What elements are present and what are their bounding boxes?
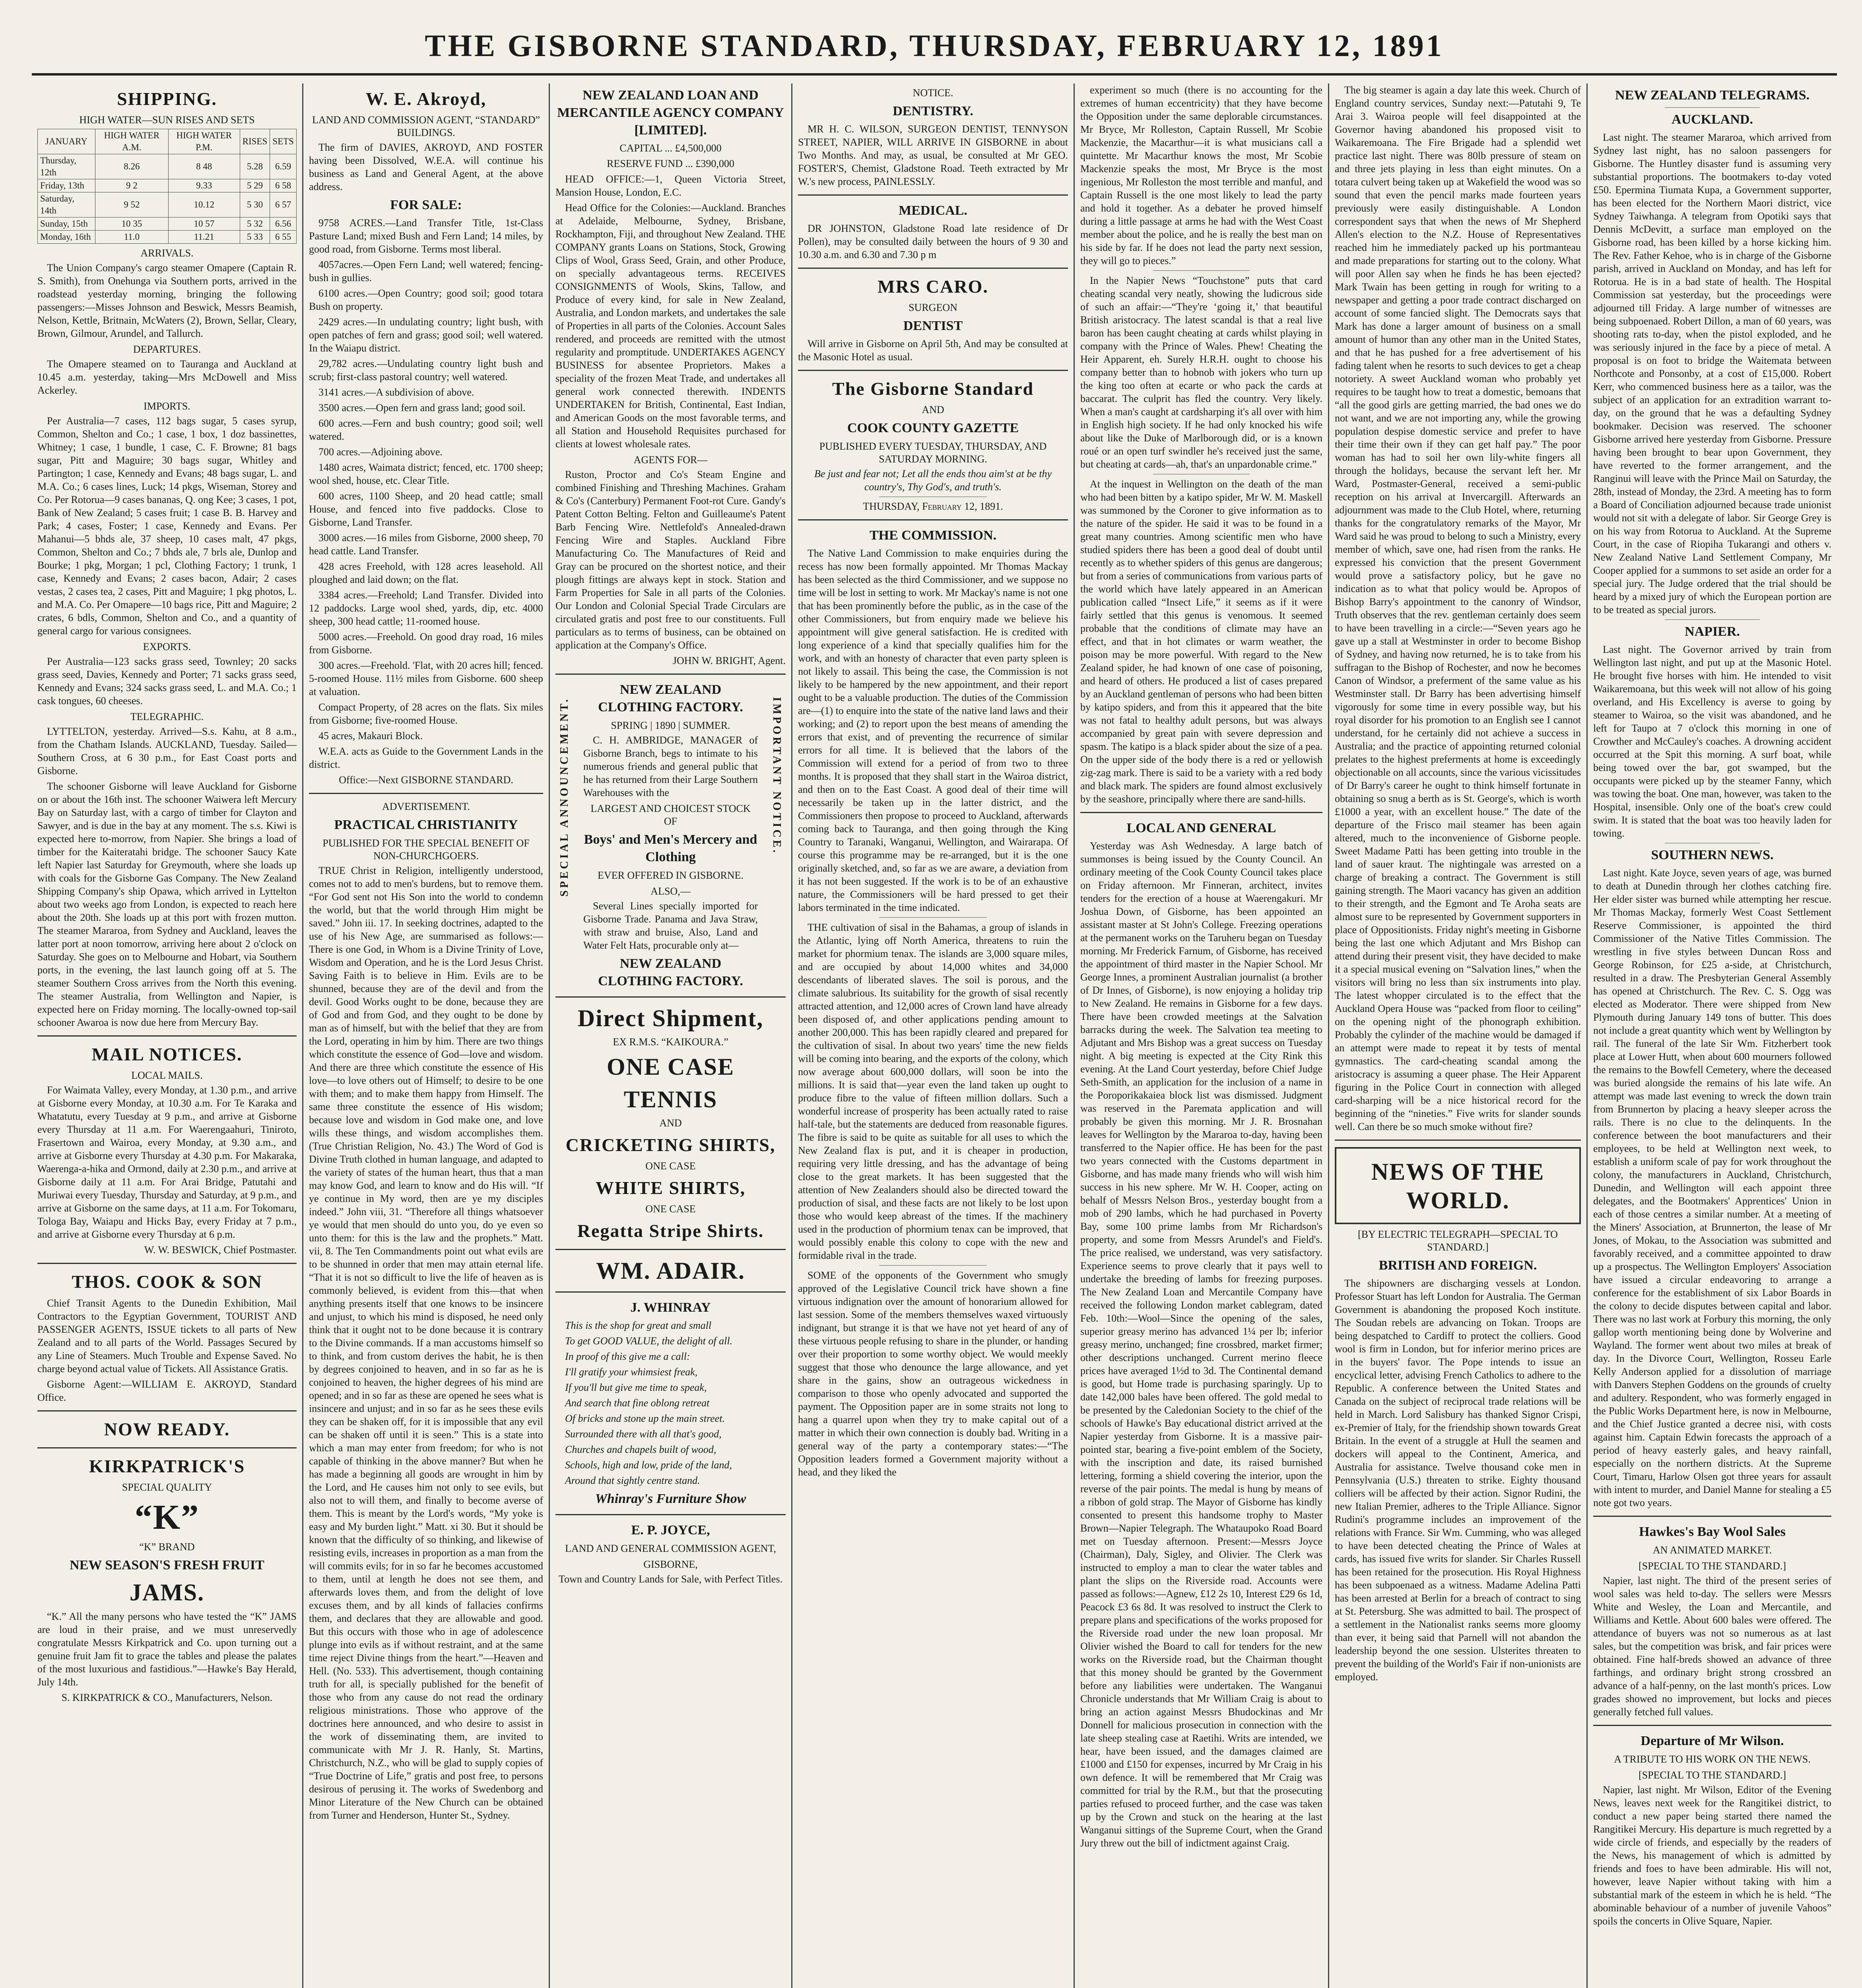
clothing-season: SPRING | 1890 | SUMMER. [611,720,730,731]
sale-item: Compact Property, of 28 acres on the flats. Six miles from Gisborne; five-roomed House. [309,701,543,726]
exports-text: Per Australia—123 sacks grass seed, Townley; 20 sacks grass seed, Davies, Kennedy and Porter; 71 sacks grass seed, Kennedy and Evans; 324 sacks grass seed, L. and M.A. Co.; 1 cask tongues, 60 cheeses. [37,656,297,707]
divider [309,793,543,794]
adair-heading: WM. ADAIR. [596,1258,745,1284]
direct-shipment-ex: EX R.M.S. “KAIKOURA.” [613,1036,728,1048]
tide-header: HIGH WATER A.M. [95,129,168,154]
tide-cell: Saturday, 14th [38,192,95,217]
imports-heading: IMPORTS. [144,400,190,412]
divider [1335,1140,1581,1141]
tide-cell: 11.21 [168,231,240,244]
tide-cell: 9 52 [95,192,168,217]
wilson-departure-subheading: A TRIBUTE TO HIS WORK ON THE NEWS. [1614,1753,1811,1765]
tide-row [38,217,297,231]
telegraphic-heading: TELEGRAPHIC. [130,711,204,722]
wool-sales-text: Napier, last night. The third of the present series of wool sales was held to-day. The sellers were Messrs White and Wesley, the Loan and Mercantile, and Williams and Kettle. About 600 bales were offered. The attendance of buyers was not so numerous as at last sales, but the competition was brisk, and fair prices were obtained. Fine half-breds showed an advance of three farthings, and ordinary bright strong crossbred an advance of a half-penny, on the last month's prices. Low grades showed no improvement, but locks and pieces generally fetched full values. [1593,1575,1831,1718]
sale-item: 9758 ACRES.—Land Transfer Title, 1st-Class Pasture Land; mixed Bush and Fern Land; 14 miles, by good road, from Gisborne. Terms most liberal. [309,217,543,255]
tide-row [38,192,297,217]
caro-heading: MRS CARO. [878,276,988,297]
medical-heading: MEDICAL. [899,203,967,218]
divider [555,1249,786,1250]
nzlm-head-office: HEAD OFFICE:—1, Queen Victoria Street, Mansion House, London, E.C. [555,173,786,198]
tide-cell: 5 29 [240,179,270,192]
divider [1153,270,1250,271]
clothing-also-text: Several Lines specially imported for Gisborne Trade. Panama and Java Straw, with straw and bruise, Also, Land and Water Felt Hats, procurable only at— [583,900,758,951]
clothing-largest: LARGEST AND CHOICEST STOCK OF [590,803,751,827]
cricketing-heading: CRICKETING SHIRTS, [565,1135,776,1155]
now-ready-heading: NOW READY. [104,1419,230,1439]
nzlm-agents-heading: AGENTS FOR— [633,454,708,466]
divider [555,674,786,675]
sale-item: 700 acres.—Adjoining above. [318,446,443,458]
caro-text: Will arrive in Gisborne on April 5th, And may be consulted at the Masonic Hotel as usual. [798,338,1068,363]
cook-heading: THOS. COOK & SON [72,1272,262,1292]
white-shirts-heading: WHITE SHIRTS, [595,1178,746,1198]
sale-item: 45 acres, Makauri Block. [318,730,423,742]
nz-telegrams-heading: NEW ZEALAND TELEGRAMS. [1615,88,1810,103]
divider [798,519,1068,520]
whinray-heading: J. WHINRAY [630,1300,711,1315]
news-of-world-subheading: [BY ELECTRIC TELEGRAPH—SPECIAL TO STANDARD.] [1358,1229,1558,1253]
sale-item: 600 acres, 1100 Sheep, and 20 head cattle; small House, and fenced into five paddocks. Close to Gisborne, Land Transfer. [309,490,543,528]
advertisement-label: ADVERTISEMENT. [382,801,470,812]
important-notice-vertical: IMPORTANT NOTICE. [771,697,783,855]
nzlm-signature: JOHN W. BRIGHT, Agent. [672,655,786,666]
whinray-line: If you'll but give me time to speak, [565,1382,707,1393]
nzlm-text: Head Office for the Colonies:—Auckland. Branches at Adelaide, Melbourne, Sydney, Brisbane, Rockhampton, Fiji, and throughout New Zealand. THE COMPANY grants Loans on Stations, Stock, Growing Clips of Wool, Grass Seed, Grain, and other Produce, on specially advantageous terms. RECEIVES CONSIGNMENTS of Wools, Skins, Tallow, and Produce of every kind, for sale in New Zealand, Australia, and London markets, and undertakes the sale of Properties in all parts of the Colonies. Account Sales rendered, and proceeds are remitted with the utmost regularity and promptitude. UNDERTAKES AGENCY BUSINESS for absentee Proprietors. Makes a speciality of the frozen Meat Trade, and undertakes all general work connected therewith. INDENTS UNDERTAKEN for British, Continental, East Indian, and American Goods on the most favorable terms, and all Station and Household Requisites purchased for clients at lowest wholesale rates. [555,202,786,450]
arrivals-text: The Union Company's cargo steamer Omapere (Captain R. S. Smith), from Onehunga via Southern ports, arrived in the roadstead yesterday morning, bringing the following passengers:—Misses Johnson and Beswick, Messrs Beamish, Nelson, Kettle, Britnain, McWaters (2), Brown, Sellar, Cleary, Brown, Gilmour, Arundel, and Tallurch. [37,262,297,339]
direct-shipment-heading: Direct Shipment, [577,1005,764,1031]
regatta-heading: Regatta Stripe Shirts. [577,1221,764,1241]
napier-text: Last night. The Governor arrived by train from Wellington last night, and put up at the Masonic Hotel. He brought five horses with him. He intended to visit Waikaremoana, but this week will not allow of his going overland, and His Excellency is averse to going by steamer to Wairoa, so the visit was abandoned, and he left for Taupo at 7 o'clock this morning in one of Crowther and McCauley's coaches. A drowning accident occurred at the Spit this morning. A surf boat, while being towed over the bar, got swamped, but the occupants were picked up by the steamer Fanny, which was towing the boat. One man, however, was taken to the Hospital, insensible. Only one of the boat's crew could swim. It is stated that the boat was too heavily laden for towing. [1593,644,1831,839]
tennis-heading: TENNIS [623,1086,718,1112]
british-foreign-heading: BRITISH AND FOREIGN. [1379,1258,1537,1273]
sale-item: 1480 acres, Waimata district; fenced, etc. 1700 sheep; wool shed, house, etc. Clear Title. [309,462,543,486]
tide-cell: Sunday, 15th [38,217,95,231]
local-general-continued-text: The big steamer is again a day late this week. Church of England country services, Sunday next:—Patutahi 9, Te Arai 3. Wairoa people will feel disappointed at the Governor having abandoned his proposed visit to Waikaremoana. The Fire Brigade had a splendid wet practice last night. There was 80lb pressure of steam on and three jets playing in less than eight minutes. On a totara culvert being taken up at Wakefield the wood was so sound that even the pencil marks made fourteen years previously were easily distinguishable. A London correspondent says that when the news of Mr Shepherd Allen's election to the N.Z. House of Representatives reached him he immediately packed up his portmanteau and made preparations for starting out to the colony. What will poor Allen say when he finds he has been ejected? Mark Twain has been getting in rough for writing to a newspaper and getting a poor trade contract discharged on account of some fancied slight. The Democrats says that Mark has done a larger amount of business on a small amount of humor than any other man in the United States, and that he has pushed for a free advertisement of his fading talent when he resorts to such devices to get a cheap notoriety. A sweet Auckland woman who probably yet requires to be taught how to treat a domestic, bemoans that “all the good girls are getting married, the bad ones we do not want, and we are not importing any, while the growing population despise domestic service and prefer to have their time their own if they can get half pay.” The poor woman has had to soil her own lily-white fingers all through the holidays, because the servant left her. Mr Ward, Postmaster-General, received a semi-public reception on his arrival at Invercargill. Afterwards an adjournment was made to the Club Hotel, where, returning thanks for the congratulatory remarks of the Mayor, Mr Ward said he was proud to belong to such a Ministry, every member of which, save one, had risen from the ranks. He expressed his conviction that the present Government would prove a satisfactory policy, but he gave no indication as to what that policy would be. Apropos of Bishop Barry's appointment to the canonry of Windsor, Truth observes that the rev. gentleman certainly does seem to have been travelling in a circle:—“Seven years ago he gave up a stall at Westminster in order to become Bishop of Sydney, and having now returned, he is to take from his suffragan to the Bishop of Rochester, and now he becomes Canon of Windsor, a preferment of the same value as his Westminster stall. Dr Barry has been advertising himself vigorously for some time in every possible way, but his royal disorder for his promotion to an English see I cannot understand, for he certainly did not achieve a success in Australia; and the practice of appointing returned colonial prelates to the highest preferments at home is exceedingly objectionable on all accounts, since the various vicissitudes of Dr Barry's career he ought to think himself fortunate in obtaining so snug a berth as is St. George's, which is worth £1000 a year, with an excellent house.” The date of the departure of the Frisco mail steamer has been again altered, much to the inconvenience of Gisborne people. Sweet Madame Patti has been getting into trouble in the land of sauer kraut. The nightingale was arrested on a charge of breaking a contract. The Government is still gaining strength. The Maori vacancy has given an addition to their strength, and the Egmont and Te Aroha seats are almost sure to be represented by Government supporters in place of Oppositionists. Friday night's meeting in Gisborne being the last one which Adjutant and Mrs Bishop can attend during their present visit, they have decided to make it a special musical evening on “Salvation lines,” when the visitors will bring no less than six instruments into play. The latest whopper circulated is to the effect that the Auckland Opera House was “packed from floor to ceiling” on the opening night of the phonograph exhibition. Probably the cylinder of the machine would be damaged if an attempt were made to repeat it by tests of mental gymnastics. The card-cheating scandal among the aristocracy is assuming a queer phase. The Heir Apparent figuring in the Police Court in connection with alleged card-sharping will be a nice historical record for the beginning of the “nineties.” Five writs for slander sounds well. Can there be so much smoke without fire? [1335,84,1581,1132]
tide-cell: 10 57 [168,217,240,231]
clothing-factory-heading: NEW ZEALAND CLOTHING FACTORY. [598,682,743,714]
kirkpatrick-new-season: NEW SEASON'S FRESH FRUIT [70,1558,264,1573]
tide-cell: 5 30 [240,192,270,217]
akroyd-heading: W. E. Akroyd, [365,89,487,109]
whinray-line: Schools, high and low, pride of the land, [565,1459,732,1471]
johnston-text: DR JOHNSTON, Gladstone Road late residence of Dr Pollen), may be consulted daily between the hours of 9 30 and 10.30 a.m. and 6.30 and 7.30 p m [798,223,1068,260]
nzlm-reserve: RESERVE FUND ... £390,000 [607,158,734,169]
departures-text: The Omapere steamed on to Tauranga and Auckland at 10.45 a.m. yesterday, taking—Mrs McDowell and Miss Ackerley. [37,358,297,396]
notice-heading: NOTICE. [913,87,953,99]
cook-text: Chief Transit Agents to the Dunedin Exhibition, Mail Contractors to the Egyptian Government, TOURIST AND PASSENGER AGENTS, ISSUE tickets to all parts of New Zealand and to all parts of the World. Passages Secured by any Line of Steamers. Much Trouble and Expense Saved. No charge beyond actual value of Tickets. All Assistance Gratis. [37,1297,297,1375]
column-4 [791,83,1074,1988]
tide-table [37,129,297,244]
tide-heading: HIGH WATER—SUN RISES AND SETS [79,114,255,126]
whinray-line: And search that fine oblong retreat [565,1397,710,1409]
standard-and: AND [922,404,944,415]
sale-note: W.E.A. acts as Guide to the Government Lands in the district. [309,746,543,770]
sale-item: 300 acres.—Freehold. 'Flat, with 20 acres hill; fenced. 5-roomed House. 11½ miles from Gisborne. 600 sheep at valuation. [309,660,543,697]
whinray-line: I'll gratify your whimsiest freak, [565,1366,698,1378]
divider [879,917,987,918]
tide-cell: Thursday, 12th [38,154,95,179]
sale-item: 3384 acres.—Freehold; Land Transfer. Divided into 12 paddocks. Large wool shed, yards, dip, etc. 4000 sheep, 300 head cattle; 11-roomed house. [309,589,543,627]
mail-subheading: LOCAL MAILS. [131,1070,203,1081]
southern-news-text: Last night. Kate Joyce, seven years of age, was burned to death at Dunedin through her clothes catching fire. Her elder sister was burned while attempting her rescue. Mr Thomas Mackay, formerly West Coast Settlement Reserve Commissioner, is appointed the third Commissioner of the Native Titles Commission. The wrestling in five styles between Duncan Ross and George Robinson, for £25 a-side, at Christchurch, resulted in a draw. The Presbyterian General Assembly has opened at Christchurch. The Rev. C. S. Ogg was elected as Moderator. There were shipped from New Plymouth during January 149 tons of butter. This does not include a great quantity which went by Wellington by rail. The funeral of the late Sir Wm. Fitzherbert took place at Lower Hutt, when about 600 mourners followed the remains to the Bowfell Cemetery, where the deceased was buried alongside the remains of his late wife. An attempt was made last evening to wreck the down train from Brunnerton by placing a heavy sleeper across the rails. There is no clue to the delinquents. In the conference between the boot manufacturers and their employees, to be held at Wellington next week, to establish a uniform scale of pay for work throughout the colony, the manufacturers in Auckland, Christchurch, Dunedin, and Wellington will each appoint three delegates, and the Bootmakers' Apprentices' Union in each of those centres a similar number. At a meeting of the Miners' Association, at Brunnerton, the lease of Mr Jones, of Mokau, to the Association was submitted and favorably received, and a committee appointed to draw up a prospectus. The Wellington Employers' Association have issued a circular endeavoring to arrange a conference for the establishment of six Labor Boards in the colony to decide disputes between capital and labor. There was no last work at Forbury this morning, the only gallop worth mentioning being done by Wolverine and Wayland. The former went about two miles at break of day. In the Divorce Court, Wellington, Rosseu Earle Kelly Anderson applied for a dissolution of marriage with Danvers Stephen Goddens on the grounds of cruelty and adultery. Respondent, who was formerly engaged in the Public Works Department here, is now in Melbourne, and the Chief Justice granted a decree nisi, with costs against him. Captain Edwin forecasts the approach of a period of heavy easterly gales, and heavy rainfall, especially on the northern districts. At the Supreme Court, Timaru, Harlow Olsen got three years for assault with intent to murder, and Daniel Manne for stealing a £5 note got two years. [1593,867,1831,1508]
kirkpatrick-heading: KIRKPATRICK'S [89,1456,245,1476]
tide-cell: 8 48 [168,154,240,179]
tide-cell: 6 58 [270,179,297,192]
column-3 [549,83,791,1988]
sale-item: 4057acres.—Open Fern Land; well watered; fencing-bush in gullies. [309,259,543,283]
whinray-line: Around that sightly centre stand. [565,1475,700,1486]
opposition-continued-text: experiment so much (there is no accounting for the extremes of human eccentricity) that they have become the Opposition under the same deplorable circumstances. Mr Bryce, Mr Rolleston, Captain Russell, Mr Scobie Mackenzie, the Macarthur—it is what musicians call a quintette. Mr Macarthur knows the most, Mr Scobie Mackenzie speaks the most, Mr Bryce is the most ingenious, Mr Rolleston the most terrible and manful, and Captain Russell is the one most likely to lead the party and hold it together. As a debater he proved himself during a little passage at arms he had with the West Coast member about the police, and he is really the best man on his side by far. If he does not lead the party next session, they will go to pieces.” [1080,84,1322,266]
masthead: THE GISBORNE STANDARD, THURSDAY, FEBRUARY 12, 1891 [32,16,1837,76]
clothing-factory-ad [555,681,786,990]
nzlm-capital: CAPITAL ... £4,500,000 [619,142,722,154]
divider [555,996,786,998]
inquest-text: At the inquest in Wellington on the death of the man who had been bitten by a katipo spider, Mr W. M. Maskell was summoned by the Coroner to give information as to the nature of the spider. He said it was to be found in a great many countries. Among scientific men who have studied spiders there has been a good deal of doubt until recently as to whether spiders of this genus are dangerous; but from a series of communications from various parts of the world which have lately appeared in an American publication called “Insect Life,” it seems as if it were fairly settled that this genus is venomous. It seemed probable that the conditions of climate may have an effect, and that in hot climates or warm weather, the poison may be more powerful. With regard to the New Zealand spider, he had known of one case of poisoning, and heard of others. He produced a list of cases prepared by an Auckland gentleman of persons who had been bitten by katipo spiders, and from this it appeared that the bite was not fatal to healthy adult persons, but was always accompanied by great pain with severe depression and spasm. The katipo is a black spider about the size of a pea. On the upper side of the body there is a red or yellowish zig-zag mark. There is said to be a variety with a red body and black mark. The spiders are found almost exclusively by the seashore, principally where there are sand-hills. [1080,478,1322,805]
tide-row [38,231,297,244]
sale-item: 428 acres Freehold, with 128 acres leasehold. All ploughed and laid down; on the flat. [309,561,543,585]
mail-signature: W. W. BESWICK, Chief Postmaster. [144,1244,297,1256]
sale-item: 29,782 acres.—Undulating country light bush and scrub; first-class pastoral country; well watered. [309,358,543,382]
caro-dentist: DENTIST [903,318,963,333]
whinray-line: To get GOOD VALUE, the delight of all. [565,1335,733,1347]
joyce-footer: Town and Country Lands for Sale, with Perfect Titles. [559,1573,782,1585]
standard-gazette: COOK COUNTY GAZETTE [847,421,1019,435]
divider [879,1265,987,1266]
tide-header: SETS [270,129,297,154]
tide-cell: 8.26 [95,154,168,179]
tide-row [38,154,297,179]
divider [1593,1516,1831,1517]
divider [1665,107,1760,108]
commission-text: The Native Land Commission to make enquiries during the recess has now been formally appointed. Mr Thomas Mackay has been selected as the third Commissioner, and we suppose no time will be lost in setting to work. Mr Mackay's name is not one that has been prominently before the public, as in the case of the other Commissioners, but from enquiry made we believe his appointment will give general satisfaction. He is credited with long experience of a kind that specially qualifies him for the work, and with an honesty of character that even party spleen is not likely to assail. This being the case, the Commission is not likely to be hampered by the new appointment, and their report ought to be a valuable production. The duties of the Commission are—(1) to enquire into the state of the native land laws and their working; and (2) to report upon the best means of amending the errors that exist, and of preventing the recurrence of similar errors for all time. It is believed that the labors of the Commission will extend for a period of from two to three months. It is proposed that they shall start in the Wairoa district, and then on to the East Coast. A good deal of their time will necessarily be taken up in the latter district, and the Commissioners then propose to proceed to Auckland, afterwards coming back to Tauranga, and then going through the King Country to Taranaki, Wanganui, Wellington, and Wairarapa. Of course this programme may be re-arranged, but it is the one originally sketched, and, so far as we are aware, a deviation from it has not been suggested. If the work is to be of an exhaustive nature, the Commissioners will be hard pressed to get their labors terminated in the time indicated. [798,547,1068,913]
nzlm-agents-text: Ruston, Proctor and Co's Steam Engine and combined Finishing and Threshing Machines. Graham & Co's (Canterbury) Permanent Foot-rot Cure. Gandy's Patent Cotton Belting. Felton and Guilleaume's Patent Barb Fencing Wire. Nettlefold's Annealed-drawn Fencing Wire and Staples. Auckland Fibre Manufacturing Co. The Manufactures of Reid and Gray can be procured on the shortest notice, and their plough fittings are always kept in stock. Station and Farm Properties for Sale in all parts of the Colonies. Our London and Colonial Special Trade Circulars are circulated gratis and post free to our constituents. Full particulars as to terms of business, can be obtained on application at the Company's Office. [555,469,786,651]
special-announcement-vertical: SPECIAL ANNOUNCEMENT. [558,697,571,897]
wool-sales-heading: Hawkes's Bay Wool Sales [1639,1524,1786,1539]
kirkpatrick-signature: S. KIRKPATRICK & CO., Manufacturers, Nelson. [61,1692,273,1703]
tide-cell: 5 33 [240,231,270,244]
wilson-departure-special: [SPECIAL TO THE STANDARD.] [1638,1769,1786,1781]
tide-cell: 10 35 [95,217,168,231]
kirkpatrick-jams: JAMS. [129,1579,205,1606]
exports-heading: EXPORTS. [143,641,191,652]
mail-heading: MAIL NOTICES. [91,1044,243,1064]
tide-cell: 10.12 [168,192,240,217]
whinray-line: Surrounded there with all that's good, [565,1428,722,1440]
column-1 [32,83,302,1988]
standard-title: The Gisborne Standard [832,379,1034,399]
wool-sales-subheading: AN ANIMATED MARKET. [1652,1544,1772,1556]
nzlm-heading: NEW ZEALAND LOAN AND MERCANTILE AGENCY COMPANY [LIMITED]. [557,88,784,138]
whinray-line: In proof of this give me a call: [565,1351,690,1362]
joyce-place: GISBORNE, [643,1559,698,1570]
kirkpatrick-brand: “K” BRAND [139,1541,195,1553]
southern-news-heading: SOUTHERN NEWS. [1651,848,1774,862]
arrivals-heading: ARRIVALS. [140,247,194,259]
whinray-line: Churches and chapels built of wood, [565,1444,716,1455]
news-of-world-box [1335,1147,1581,1224]
column-7 [1586,83,1837,1988]
and-text: AND [659,1117,682,1129]
cook-agent: Gisborne Agent:—WILLIAM E. AKROYD, Standard Office. [37,1378,297,1403]
clothing-also: ALSO,— [650,885,691,897]
auckland-text: Last night. The steamer Mararoa, which arrived from Sydney last night, has no saloon passengers for Gisborne. The Huntley disaster fund is assuming very substantial proportions. The bootmakers to-day voted £50. Epermina Tiumata Kupa, a Government supporter, has been elected for the Northern Maori district, vice Sydney Taiwhanga. A telegram from Opotiki says that Dennis McDevitt, a surface man employed on the Gisborne road, has been killed by a horse kicking him. The Rev. Father Kehoe, who is in charge of the Gisborne parish, arrived in Auckland on Monday, and has left for Rotorua. He is in a bad state of health. The Hospital Commission sat yesterday, but the proceedings were adjourned till Friday. A large number of witnesses are being subpoenaed. Robert Dillon, a man of 60 years, was shooting rats to-day, when the pistol exploded, and he was seriously injured in the face by a piece of metal. A proposal is on foot to bridge the Waitemata between Northcote and Ponsonby, at a cost of £15,000. Robert Kerr, who commenced business here as a tailor, was the subject of an application for an extradition warrant to-day, on the ground that he was a defaulting Sydney bookmaker. Decision was reserved. The schooner Gisborne arrived here yesterday from Gisborne. Pressure having been brought to bear upon Government, they have reverted to the former arrangement, and the Ranginui will leave with the Prince Mail on Saturday, the 28th, instead of Monday, the 23rd. A meeting has to form a Board of Conciliation adjourned because trade unionist would not sit with a delegate of labor. Sir George Grey is on his way from Rotorua to Auckland. At the Supreme Court, in the case of Riopiha Tukarangi and others v. New Zealand Native Land Settlement Company, Mr Cooper applied for a summons to set aside an order for a special jury. The Judge ordered that the trial should be heard by a mixed jury of which the European portion are to be treated as special jurors. [1593,132,1831,615]
divider [798,194,1068,196]
divider [37,1410,297,1411]
divider [37,1263,297,1264]
dentistry-heading: DENTISTRY. [893,104,973,118]
shipping-heading: SHIPPING. [117,89,217,109]
schooner-text: The schooner Gisborne will leave Auckland for Gisborne on or about the 16th inst. The schooner Waiwera left Mercury Bay on Saturday last, with a cargo of timber for Clayton and Sawyer, and is due in the bay at any moment. The s.s. Kiwi is expected here to-morrow, from Napier. She brings a load of timber for the Kaiteratahi bridge. The schooner Saucy Kate left Napier last Saturday for Greymouth, where she loads up with coals for the Gisborne Gas Company. The New Zealand Shipping Company's ship Opawa, which arrived in Lyttelton about two weeks ago from London, is expected to reach here about the 20th. She loads up at this port with frozen mutton. The steamer Mararoa, from Sydney and Auckland, leaves the latter port at noon tomorrow, arriving here about 2 o'clock on Saturday. She goes on to Melbourne and Hobart, via Southern ports, in the evening, the last launch going off at 5. The steamer Southern Cross arrives from the North this evening. The steamer Australia, from Wellington and Napier, is expected here on Friday morning. The locally-owned top-sail schooner Awaroa is now due here from Mercury Bay. [37,780,297,1028]
tide-cell: 9.33 [168,179,240,192]
divider [555,1514,786,1515]
standard-motto: Be just and fear not; Let all the ends thou aim'st at be thy country's, Thy God's, and truth's. [814,468,1052,493]
practical-christianity-subheading: PUBLISHED FOR THE SPECIAL BENEFIT OF NON-CHURCHGOERS. [322,837,530,862]
sale-item: 2429 acres.—In undulating country; light bush, with open patches of fern and grass; good soil; well watered. In the Waiapu district. [309,316,543,354]
akroyd-text: The firm of DAVIES, AKROYD, AND FOSTER having been Dissolved, W.E.A. will continue his business as Land and General Agent, at the above address. [309,142,543,192]
tide-cell: 6.59 [270,154,297,179]
kirkpatrick-text: “K.” All the many persons who have tested the “K” JAMS are loud in their praise, and we must unreservedly congratulate Messrs Kirkpatrick and Co. upon turning out a genuine fruit Jam fit to grace the tables and please the palates of the most luxurious and fastidious.”—Hawke's Bay Herald, July 14th. [37,1611,297,1688]
divider [37,1447,297,1448]
british-foreign-text: The shipowners are discharging vessels at London. Professor Stuart has left London for Australia. The German Government is abandoning the proposed Koch institute. The Soudan rebels are advancing on Tokan. Troops are being despatched to Cardiff to protect the colliers. Good wool is firm in London, but for inferior merino prices are in the buyers' favor. The Pope intends to issue an encyclical letter, advising French Catholics to adhere to the Republic. A conference between the United States and Canada on the subject of reciprocal trade relations will be held in March. Lord Salisbury has thanked Signor Crispi, ex-Premier of Italy, for the friendship shown towards Great Britain. In the event of a struggle at Hull the seamen and dockers will appeal to the Continent, America, and Australia for assistance. Twelve thousand coke men in Pennsylvania (U.S.) threaten to strike. Eighty thousand colliers will be affected by their action. Signor Rudini, the new Italian Premier, adheres to the Triple Alliance. Signor Rudini's programme includes an improvement of the relations with France. Sir Wm. Cumming, who was alleged to have been detected cheating the Prince of Wales at cards, has issued five writs for slander. Sir Charles Russell has been retained for the prosecution. His Royal Highness has been subpoenaed as a witness. Madame Adelina Patti has been arrested at Berlin for a breach of contract to sing at St. Petersburg. She was admitted to bail. The prospect of a settlement in the Nationalist ranks seems more gloomy than ever, it being said that Parnell will not abandon the leadership beyond the one session. Ulsterites threaten to prevent the building of the World's Fair if non-unionists are employed. [1335,1277,1581,1683]
sale-office: Office:—Next GISBORNE STANDARD. [339,774,513,786]
one-case-text: ONE CASE [645,1203,696,1215]
joyce-heading: E. P. JOYCE, [631,1523,710,1538]
sale-item: 3500 acres.—Open fern and grass land; good soil. [318,402,526,414]
wilson-dentist-text: MR H. C. WILSON, SURGEON DENTIST, TENNYSON STREET, NAPIER, WILL ARRIVE IN GISBORNE in about Two Months. And may, as usual, be consulted at Mr GEO. FOSTER'S, Chemist, Gladstone Road. Teeth extracted by Mr W.'s new process, PAINLESSLY. [798,123,1068,187]
practical-christianity-text: TRUE Christ in Religion, intelligently understood, comes not to add to men's burdens, but to remove them. “For God sent not His Son into the world to condemn the world, but that the world through Him might be saved.” John iii. 17. In seeking doctrines, adapted to the use of his New Age, are summarised as follows:— There is one God, in Whom is a Divine Trinity of Love, Wisdom and Operation, and he is the Lord Jesus Christ. Saving Faith is to believe in Him. Evils are to be shunned, because they are of the devil and from the devil. Good Works ought to be done, because they are of God and from God, and they ought to be done by man as of himself, but with the belief that they are from the Lord, operating in him by him. There are two things which constitute the essence of God—love and wisdom. And there are three which constitute the essence of His love—to love others out of Himself; to desire to be one with them; and to make them happy from Himself. The same three constitute the essence of His wisdom; because love and wisdom in God make one, and love wills these things, and wisdom accomplishes them. (True Christian Religion, No. 43.) The Word of God is Divine Truth clothed in human language, and adapted to the variety of states of the human heart, thus that a man may know God, and learn to know and do His will. “If ye continue in My word, then are ye my disciples indeed.” John viii, 31. “Therefore all things whatsoever ye would that men should do unto you, do ye even so unto them: for this is the law and the prophets.” Matt. vii, 8. The Ten Commandments point out what evils are to be shunned in order that men may attain eternal life. “That it is not so difficult to live the life of heaven as is commonly believed, is evident from this—that when anything presents itself that one knows to be insincere and unjust, to which his mind is disposed, he need only think that it ought not to be done because it is contrary to the Divine commands. If a man accustoms himself so to think, and from custom derives the habit, he is then by degrees conjoined to heaven, and in so far as he is conjoined to heaven, the higher degrees of his mind are opened; and in so far as these are opened he sees what is insincere and unjust; and in so far as he sees these evils they can be shaken off, for it is impossible that any evil can be shaken off until it is seen.” This is a state into which a man may enter from freedom; for who is not capable of thinking in the above manner? But when he has made a beginning all goods are wrought in him by the Lord, and He causes him not only to see evils, but also not to will them, and finally to become averse of them. This is meant by the Lord's words, “My yoke is easy and My burden light.” Matt. xi 30. But it should be known that the difficulty of so thinking, and likewise of resisting evils, increases in proportion as a man from the will commits evils; for in so far he becomes accustomed to them, until at length he does not see them, and afterwards loves them, and from the delight of love excuses them, and by all kinds of fallacies confirms them, and declares that they are allowable and good. But this occurs with those who in age of adolescence plunge into evils as if without restraint, and at the same time reject Divine things from the heart.”—Heaven and Hell. (No. 533). This advertisement, though containing truth for all, is specially published for the benefit of those who from any cause do not read the ordinary religious ministrations. Those who approve of the doctrines here announced, and who desire to assist in the work of disseminating them, are invited to communicate with Mr J. R. Hanly, St. Martins, Christchurch, N.Z., who will be glad to supply copies of “True Doctrine of Life,” gratis and post free, to persons desirous of perusing it. The works of Swedenborg and Minor Literature of the New Church can be obtained from Turner and Henderson, Hunter St., Sydney. [309,865,543,1821]
clothing-footer: NEW ZEALAND CLOTHING FACTORY. [598,956,743,988]
joyce-text: LAND AND GENERAL COMMISSION AGENT, [565,1543,776,1554]
wilson-departure-text: Napier, last night. Mr Wilson, Editor of the Evening News, leaves next week for the Rangitikei district, to conduct a new paper being started there named the Rangitikei Mercury. His departure is much regretted by a wide circle of friends, and especially by the readers of the News, his management of which is admitted by friends and foes to have been admirable. His will not, however, leave Napier without taking with him a substantial mark of the esteem in which he is held. “The abominable behaviour of a number of juvenile Vahoos” spoils the concerts in Olive Square, Napier. [1593,1784,1831,1927]
wool-sales-special: [SPECIAL TO THE STANDARD.] [1638,1560,1786,1572]
wilson-departure-heading: Departure of Mr Wilson. [1641,1734,1784,1748]
column-6 [1328,83,1586,1988]
tide-cell: 11.0 [95,231,168,244]
sale-item: 3141 acres.—A subdivision of above. [318,386,474,398]
column-5 [1074,83,1328,1988]
clothing-ever: EVER OFFERED IN GISBORNE. [598,870,744,881]
mail-text: For Waimata Valley, every Monday, at 1.30 p.m., and arrive at Gisborne every Monday, at 10.30 a.m. For Te Karaka and Whatatutu, every Tuesday at 9 p.m., and arrive at Gisborne every Thursday at 11 a.m. For Waerengaahuri, Tiniroto, Frasertown and Wairoa, every Monday, at 9.30 a.m., and arrive at Gisborne every Thursday at 4.30 p.m. For Makaraka, Waerenga-a-hika and Ormond, daily at 2.30 p.m., and arrive at Gisborne daily at 11 a.m. For Arai Bridge, Patutahi and Muriwai every Tuesday, Thursday and Saturday, at 9 p.m., and arrive at Gisborne on the same days, at 11 a.m. For Tokomaru, Tologa Bay, Waiapu and Hicks Bay, every Friday at 7 p.m., and arrive at Gisborne every Thursday at 6 p.m. [37,1084,297,1240]
divider [1593,1725,1831,1726]
napier-heading: NAPIER. [1685,624,1740,639]
practical-christianity-heading: PRACTICAL CHRISTIANITY [334,817,518,832]
news-of-world-heading: NEWS OF THE WORLD. [1371,1159,1545,1213]
telegraphic-text: LYTTELTON, yesterday. Arrived—S.s. Kahu, at 8 a.m., from the Chatham Islands. AUCKLAND, Tuesday. Sailed—Southern Cross, at 6 30 p.m., for East Coast ports and Gisborne. [37,726,297,777]
standard-publication: PUBLISHED EVERY TUESDAY, THURSDAY, AND SATURDAY MORNING. [819,441,1047,465]
standard-date: THURSDAY, February 12, 1891. [863,501,1003,512]
sale-item: 600 acres.—Fern and bush country; good soil; well watered. [309,417,543,442]
tide-cell: 9 2 [95,179,168,192]
local-general-text: Yesterday was Ash Wednesday. A large batch of summonses is being issued by the County Council. An ordinary meeting of the Cook County Council takes place on Friday afternoon. Mr Finneran, architect, invites tenders for the erection of a house at Waerengakuri. Mr Joshua Down, of Gisborne, has been appointed an assistant master at St John's College. Freezing operations at the permanent works on the Taruheru began on Tuesday morning. Mr Frederick Farnum, of Gisborne, has received the appointment of third master in the Napier School. Mr George Innes, a prominent Australian journalist (a brother of Dr Innes, of Gisborne), is now enjoying a holiday trip to New Zealand. He remains in Gisborne for a few days. There have been crowded meetings at the Salvation barracks during the week. The Salvation tea meeting to Adjutant and Mrs Bishop was a great success on Tuesday night. A big meeting is expected at the City Rink this evening. At the Land Court yesterday, before Chief Judge Seth-Smith, an application for the inclusion of a name in the Poroporikakaiea block list was dismissed. Judgment was reserved in the Paremata application and will probably be given this morning. Mr J. R. Brosnahan leaves for Wellington by the Mararoa to-day, having been transferred to the Napier office. He has been for the past two years connected with the Customs department in Gisborne, and has made many friends who will wish him success in his new sphere. Mr W. H. Cooper, acting on behalf of Messrs Nelson Bros., yesterday bought from a mob of 290 lambs, which he had purchased in Poverty Bay, some 100 prime lambs from Mr Richardson's property, and some from Messrs Arundel's and Field's. The price realised, we understand, was very satisfactory. Experience seems to prove clearly that it pays well to undertake the breeding of lambs for freezing purposes. The New Zealand Loan and Mercantile Company have received the following London market cablegram, dated Feb. 10th:—Wool—Since the opening of the sales, superior greasy merino has advanced 1¼ per lb; inferior greasy merino, unchanged; fine crossbred, market firmer; other descriptions unchanged. Current merino fleece prices have averaged 1½d to 3d. The Continental demand is good, but Home trade is purchasing sparingly. Up to date 142,000 bales have been offered. The gold medal to be presented by the Caledonian Society to the chief of the schools of Hawke's Bay educational district arrived at the Napier yesterday from Gisborne. It is a massive pair-pointed star, bearing a five-point emblem of the Society, with the inscription and date, its raised burnished lettering, forming a shield covering the interior, upon the reverse of the pair points. The medal is hung by means of a ribbon of gold strap. The Mayor of Gisborne has kindly consented to present this handsome trophy to Master Brown—Napier Telegraph. The Whataupoko Road Board met on Tuesday afternoon. Present:—Messrs Joyce (Chairman), Daly, Sigley, and Olivier. The Clerk was instructed to employ a man to clear the water tables and plant the slips on the Riverside road. Accounts were passed as follows:—Agnew, £12 2s 10, Interest £29 6s 1d, Peacock £3 6s 8d. It was resolved to instruct the Clerk to prepare plans and specifications of the works proposed for the Riverside road under the new loan proposal. Mr Olivier wished the Board to call for tenders for the new works on the Riverside road, but the Chairman thought that this money should be granted by the Government before any liabilities were undertaken. The Wanganui Chronicle understands that Mr William Craig is about to bring an action against Messrs Bhudockinas and Mr Donnell for malicious prosecution in connection with the late sheep stealing case at Raetihi. Writs are intended, we hear, have been issued, and the damages claimed are £1000 and £150 for expenses, incurred by Mr Craig in his own defence. It will be remembered that Mr Craig was committed for trial by the R.M., but that the prosecuting parties refused to proceed further, and the case was taken up by the Crown and stuck on the hearing at the last Wanganui sittings of the Supreme Court, when the Grand Jury threw out the bill of indictment against Craig. [1080,840,1322,1849]
sale-item: 5000 acres.—Freehold. On good dray road, 16 miles from Gisborne. [309,631,543,656]
sisal-text: THE cultivation of sisal in the Bahamas, a group of islands in the Atlantic, lying off North America, threatens to ruin the market for phormium tenax. The islands are 3,000 square miles, and are occupied by about 14,000 whites and 34,000 descendants of liberated slaves. The soil is porous, and the climate salubrious. Its suitability for the growth of sisal recently attracted attention, and 12,000 acres of Crown land have already been disposed of, and other applications pending amount to another 200,000. This has been rapidly cleared and prepared for the cultivation of sisal. In about two years' time the new fields will be coming into bearing, and the exports of the colony, which now average about 600,000 dollars, will soon be into the millions. It is said that—year even the land taken up ought to produce fibre to the value of fifteen million dollars. Such a wonderful increase of prosperity has been actually rated to raise half-tale, but the statements are deduced from reasonable figures. The fibre is said to be quite as suitable for all uses to which the New Zealand flax is put, and it is cheaper in production, requiring very little dressing, and has the advantage of being close to the great markets. It has been suggested that the attention of New Zealanders should also be directed toward the production of sisal, and these facts are not likely to be lost upon those who would keep abreast of the times. If the machinery used in the production of phormium tenax can be improved, that would possibly enable this colony to cope with the new and formidable rival in the trade. [798,922,1068,1261]
sale-item: 3000 acres.—16 miles from Gisborne, 2000 sheep, 70 head cattle. Land Transfer. [309,532,543,557]
tide-cell: Monday, 16th [38,231,95,244]
whinray-line: This is the shop for great and small [565,1320,712,1331]
tide-cell: 5 32 [240,217,270,231]
commission-heading: THE COMMISSION. [869,528,997,543]
clothing-text: C. H. AMBRIDGE, MANAGER of Gisborne Branch, begs to intimate to his numerous friends and general public that he has returned from their Large Southern Warehouses with the [583,734,758,798]
imports-text: Per Australia—7 cases, 112 bags sugar, 5 cases syrup, Common, Shelton and Co.; 1 case, 1 box, 1 doz bassinettes, Whitney; 1 case, 1 bundle, 1 case, C. F. Browne; 81 bags sugar, Pitt and Maguire; 30 bags sugar, Whitley and Partington; 1 case, Kennedy and Evans; 48 bags sugar, L. and M.A. Co.; 6 cases lines, Luck; 14 pkgs, Wiseman, Storey and Co. Per Rotorua—9 cases bananas, Q. ong Kee; 3 cases, 1 pot, Bank of New Zealand; 5 cases fruit; 1 case B. B. Harvey and Park; 4 cases, Foster; 1 case, Kennedy and Evans. Per Mahanui—5 bhds ale, 37 sheep, 10 cases malt, 47 pkgs, Common, Shelton and Co.; 7 bhds ale, 7 brls ale, Dunlop and Bourke; 1 pkg, Morgan; 1 pcl, Clothing Factory; 1 trunk, 1 case, Kennedy and Evans; 2 cases bacon, Adair; 2 cases vestas, 2 cases tea, 2 cases, Pitt and Maguire; 1 pkg photos, L. and M.A. Co. Per Omapere—10 bags rice, Pitt and Maguire; 2 crates, 6 bdls, Common, Shelton and Co., and a quantity of general cargo for various consignees. [37,415,297,637]
tide-header: RISES [240,129,270,154]
tide-header: HIGH WATER P.M. [168,129,240,154]
tide-header: JANUARY [38,129,95,154]
tide-cell: 6.56 [270,217,297,231]
sale-item: 6100 acres.—Open Country; good soil; good totara Bush on property. [309,287,543,312]
kirkpatrick-subheading: SPECIAL QUALITY [122,1481,212,1493]
local-general-heading: LOCAL AND GENERAL [1126,821,1276,835]
tide-cell: 6 57 [270,192,297,217]
divider [37,1035,297,1037]
whinray-show: Whinray's Furniture Show [595,1491,746,1506]
one-case-heading: ONE CASE [606,1054,735,1080]
tide-cell: 6 55 [270,231,297,244]
for-sale-heading: FOR SALE: [390,198,462,212]
tide-cell: Friday, 13th [38,179,95,192]
kirkpatrick-k: “K” [134,1498,200,1537]
clothing-boys: Boys' and Men's Mercery and Clothing [584,832,757,864]
divider [1080,812,1322,813]
divider [798,268,1068,269]
opponents-text: SOME of the opponents of the Government who smugly approved of the Legislative Council trick have shown a fine virtuous indignation over the amount of honorarium allowed for last session. Some of the members themselves waxed virtuously indignant, but strange it is that we have not yet heard of any of these virtuous people refusing to share in the plunder, or handing over their proportion to some worthy object. We would meekly suggest that those who denounce the large allowance, and yet share in the gains, show an outrageous wickedness in comparison to those who openly advocated and supported the payment. The Opposition paper are in some straits not long to hang a quarrel upon when they try to make capital out of a matter in which their own connection is doubly bad. Writing in a general way of the party a contemporary states:—“The Opposition leaders formed a Government majority without a head, and they liked the [798,1270,1068,1478]
divider [798,370,1068,371]
auckland-heading: AUCKLAND. [1672,112,1753,127]
divider [1665,619,1760,620]
whinray-line: Of bricks and stone up the main street. [565,1413,725,1424]
touchstone-text: In the Napier News “Touchstone” puts that card cheating scandal very neatly, showing the ludicrous side of such an affair:—“They're ‘going it,’ that beautiful British aristocracy. The latest scandal is that a real live baron has been caught cheating at cards whilst playing in company with the Prince of Wales. Phew! Cheating the Heir Apparent, eh. Surely H.R.H. ought to choose his company better than to hobnob with jokers who turn up the king too often at ecarte or who pack the cards at baccarat. The culprit has fled the country. Very likely. When a man's caught at cardsharping it's all over with him in English high society. If he had only knocked his wife about like the Duke of Marlborough did, or is a known roué or an open turf swindler he's received just the same, but cheating at cards—ah, that's an unpardonable crime.” [1080,275,1322,470]
tide-row [38,179,297,192]
tide-cell: 5.28 [240,154,270,179]
one-case-text: ONE CASE [645,1160,696,1172]
divider [555,1291,786,1293]
column-2 [302,83,549,1988]
departures-heading: DEPARTURES. [133,344,201,355]
akroyd-subheading: LAND AND COMMISSION AGENT, “STANDARD” BUILDINGS. [312,114,540,138]
caro-surgeon: SURGEON [909,302,957,313]
